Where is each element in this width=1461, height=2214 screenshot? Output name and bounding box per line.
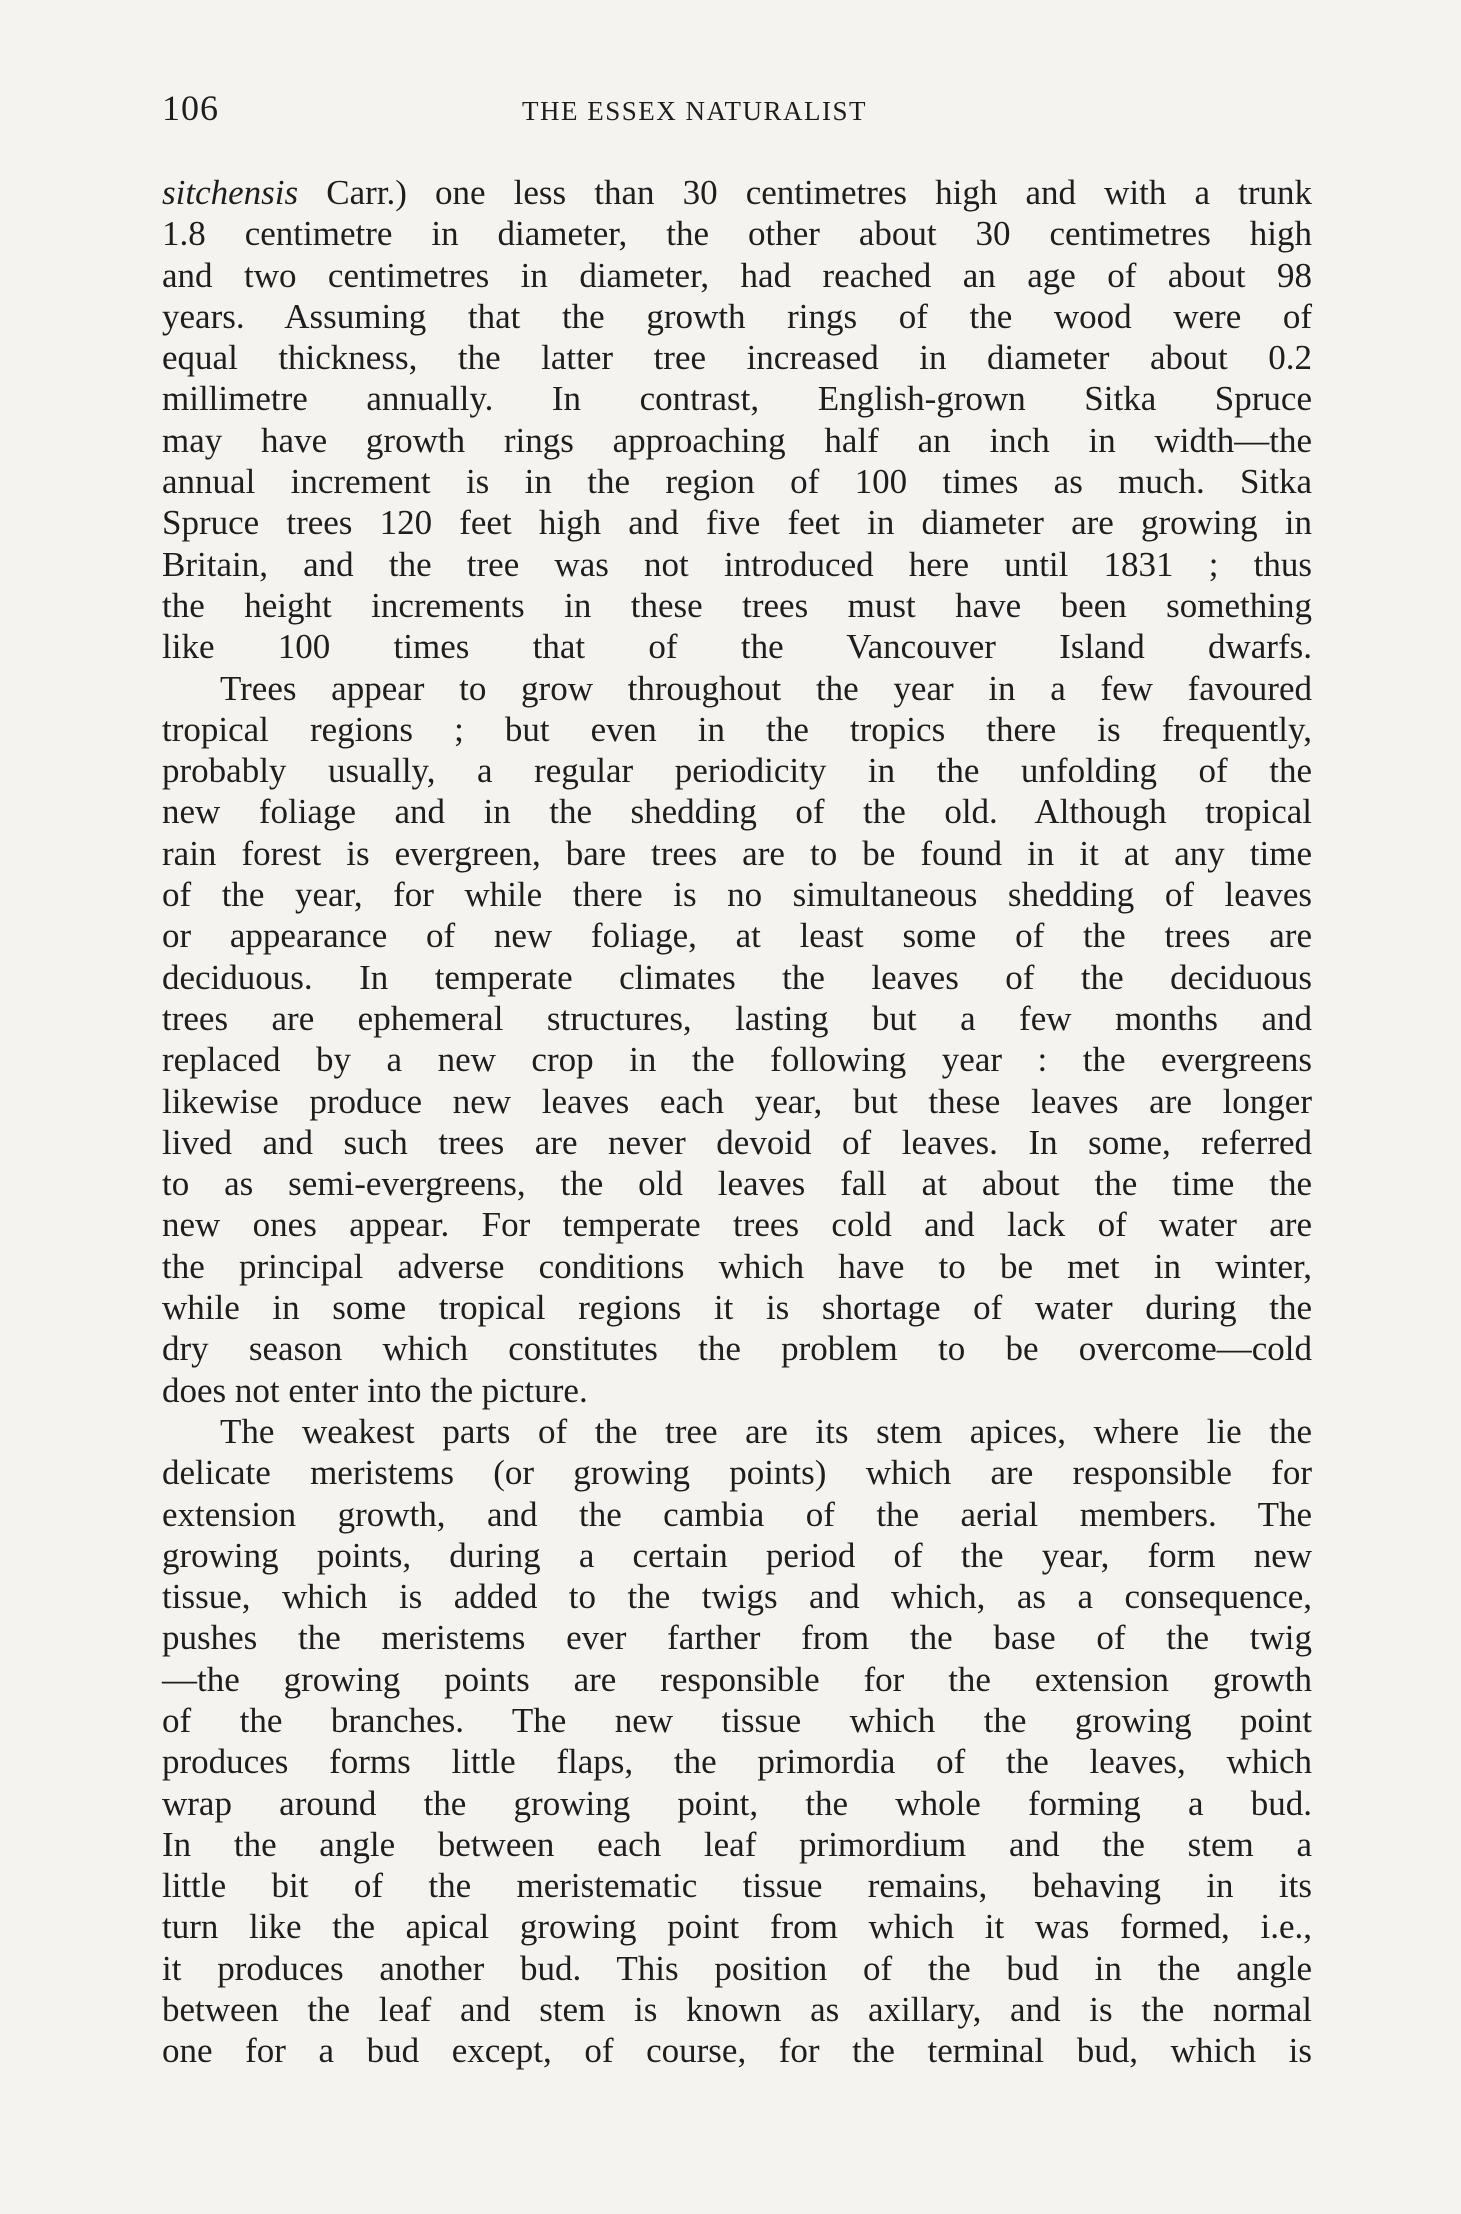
text-line: In the angle between each leaf primordium and the stem a	[162, 1824, 1312, 1864]
text-line: equal thickness, the latter tree increased in diameter about 0.2	[162, 338, 1312, 378]
text-line: dry season which constitutes the problem to be overcome—cold	[162, 1329, 1312, 1369]
text-line: growing points, during a certain period of the year, form new	[162, 1535, 1312, 1575]
text-line: years. Assuming that the growth rings of the wood were of	[162, 296, 1312, 336]
text-line: little bit of the meristematic tissue remains, behaving in its	[162, 1866, 1312, 1906]
text-line: may have growth rings approaching half an inch in width—the	[162, 420, 1312, 460]
text-line: of the branches. The new tissue which the growing point	[162, 1700, 1312, 1740]
text-line: likewise produce new leaves each year, but these leaves are longer	[162, 1081, 1312, 1121]
body-text	[162, 172, 1312, 2072]
text-line: Britain, and the tree was not introduced here until 1831 ; thus	[162, 544, 1312, 584]
text-line: delicate meristems (or growing points) which are responsible for	[162, 1453, 1312, 1493]
text-line: millimetre annually. In contrast, English-grown Sitka Spruce	[162, 379, 1312, 419]
paragraph	[162, 172, 1312, 668]
text-line: pushes the meristems ever farther from the base of the twig	[162, 1618, 1312, 1658]
text-line: tissue, which is added to the twigs and which, as a consequence,	[162, 1577, 1312, 1617]
running-title: THE ESSEX NATURALIST	[522, 96, 867, 126]
text-line: it produces another bud. This position of the bud in the angle	[162, 1948, 1312, 1988]
text-line: the principal adverse conditions which have to be met in winter,	[162, 1246, 1312, 1286]
page-header	[162, 88, 1312, 138]
text-line: replaced by a new crop in the following year : the evergreens	[162, 1040, 1312, 1080]
text-line: like 100 times that of the Vancouver Island dwarfs.	[162, 627, 1312, 667]
text-line: new ones appear. For temperate trees cold and lack of water are	[162, 1205, 1312, 1245]
text-line: produces forms little flaps, the primordia of the leaves, which	[162, 1742, 1312, 1782]
text-line: annual increment is in the region of 100 times as much. Sitka	[162, 462, 1312, 502]
text-line: between the leaf and stem is known as axillary, and is the normal	[162, 1990, 1312, 2030]
text-line: sitchensis Carr.) one less than 30 centimetres high and with a trunk	[162, 173, 1312, 212]
text-line: deciduous. In temperate climates the leaves of the deciduous	[162, 957, 1312, 997]
text-line: Trees appear to grow throughout the year in a few favoured	[220, 668, 1312, 708]
text-line: probably usually, a regular periodicity in the unfolding of the	[162, 751, 1312, 791]
text-line: 1.8 centimetre in diameter, the other about 30 centimetres high	[162, 214, 1312, 254]
text-line: Spruce trees 120 feet high and five feet in diameter are growing in	[162, 503, 1312, 543]
text-line: trees are ephemeral structures, lasting but a few months and	[162, 998, 1312, 1038]
text-line: turn like the apical growing point from which it was formed, i.e.,	[162, 1907, 1312, 1947]
text-line: one for a bud except, of course, for the terminal bud, which is	[162, 2031, 1312, 2071]
text-line: while in some tropical regions it is shortage of water during the	[162, 1288, 1312, 1328]
text-line: extension growth, and the cambia of the aerial members. The	[162, 1494, 1312, 1534]
text-line: to as semi-evergreens, the old leaves fall at about the time the	[162, 1164, 1312, 1204]
text-line: of the year, for while there is no simultaneous shedding of leaves	[162, 875, 1312, 915]
text-line: wrap around the growing point, the whole forming a bud.	[162, 1783, 1312, 1823]
text-line: tropical regions ; but even in the tropics there is frequently,	[162, 709, 1312, 749]
paragraph	[162, 1411, 1312, 2072]
paragraph	[162, 668, 1312, 1411]
text-line: new foliage and in the shedding of the old. Although tropical	[162, 792, 1312, 832]
text-line: and two centimetres in diameter, had reached an age of about 98	[162, 255, 1312, 295]
text-line: —the growing points are responsible for the extension growth	[162, 1659, 1312, 1699]
page-number: 106	[162, 88, 219, 128]
text-line: The weakest parts of the tree are its stem apices, where lie the	[220, 1411, 1312, 1451]
species-name: sitchensis	[162, 173, 299, 212]
text-line: does not enter into the picture.	[162, 1370, 588, 1410]
text-line: lived and such trees are never devoid of leaves. In some, referred	[162, 1122, 1312, 1162]
text-line: or appearance of new foliage, at least some of the trees are	[162, 916, 1312, 956]
text-line: the height increments in these trees must have been something	[162, 585, 1312, 625]
text-line: rain forest is evergreen, bare trees are to be found in it at any time	[162, 833, 1312, 873]
